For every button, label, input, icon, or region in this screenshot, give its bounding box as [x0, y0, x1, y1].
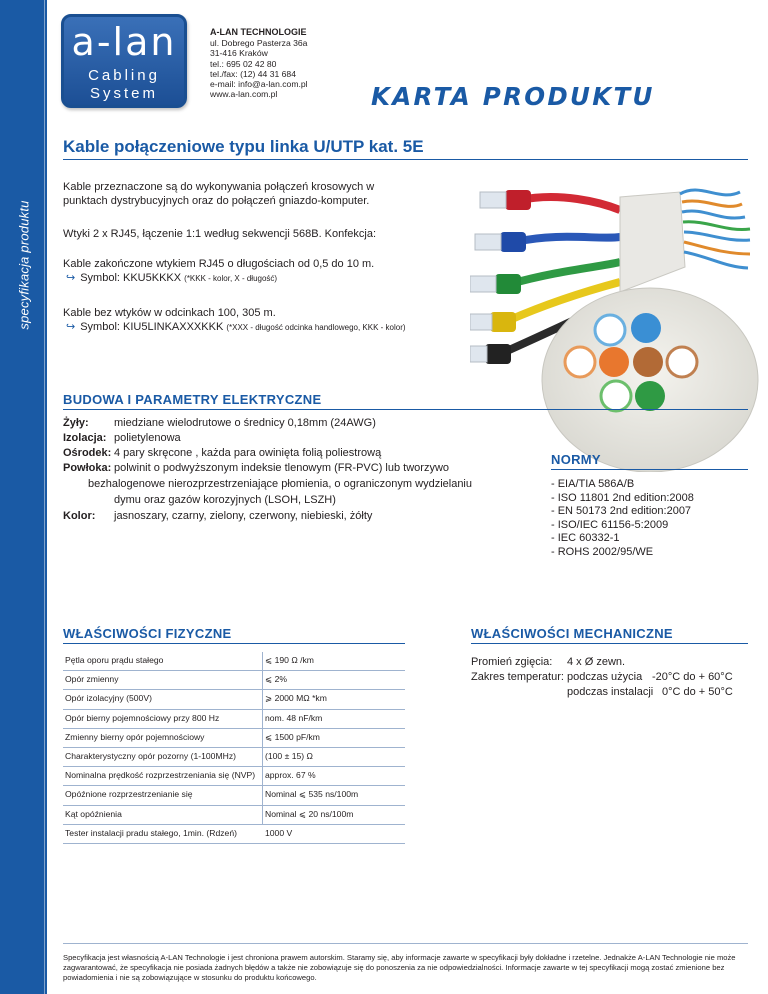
- physical-divider: [63, 643, 405, 644]
- spec-value: bezhalogenowe nierozprzestrzeniające płomienia, o ograniczonym wydzielaniu: [88, 478, 472, 490]
- table-cell-name: Tester instalacji pradu stałego, 1min. (Rdzeń): [65, 827, 237, 838]
- section-title-norms: NORMY: [551, 452, 601, 467]
- temperature-use-label: podczas użycia: [567, 671, 643, 683]
- title-divider: [63, 159, 748, 160]
- spec-value: polwinit o podwyższonym indeksie tlenowym (FR-PVC) lub tworzywo: [114, 462, 450, 474]
- table-row: [63, 690, 405, 709]
- spec-value: miedziane wielodrutowe o średnicy 0,18mm (24AWG): [114, 417, 376, 429]
- company-info: [210, 27, 308, 99]
- table-cell-value: Nominal ⩽ 535 ns/100m: [265, 789, 359, 800]
- norms-list: [551, 478, 694, 560]
- table-cell-name: Opór zmienny: [65, 674, 119, 685]
- table-cell-name: Opór izolacyjny (500V): [65, 693, 152, 704]
- company-fax: tel./fax: (12) 44 31 684: [210, 68, 296, 79]
- company-website: www.a-lan.com.pl: [210, 89, 278, 100]
- arrow-icon: ↪: [66, 321, 76, 333]
- sidebar-divider: [44, 0, 45, 994]
- table-cell-name: Opóźnione rozprzestrzenianie się: [65, 789, 193, 800]
- symbol-terminated-note: (*KKK - kolor, X - długość): [184, 274, 278, 283]
- intro-plugs: Wtyki 2 x RJ45, łączenie 1:1 według sekwencji 568B. Konfekcja:: [63, 228, 377, 240]
- bend-radius-value: 4 x Ø zewn.: [567, 656, 626, 668]
- sidebar-label: specyfikacja produktu: [16, 200, 32, 330]
- table-row: [63, 786, 405, 805]
- logo-line-cabling: Cabling: [88, 67, 160, 84]
- page-header-title: KARTA PRODUKTU: [371, 82, 655, 111]
- table-cell-value: Nominal ⩽ 20 ns/100m: [265, 808, 354, 819]
- table-cell-value: ⩾ 2000 MΩ *km: [265, 693, 327, 704]
- table-row: [63, 806, 405, 825]
- physical-table: [63, 652, 405, 844]
- table-cell-name: Zmienny bierny opór pojemnościowy: [65, 731, 205, 742]
- spec-label: Kolor:: [63, 510, 96, 522]
- intro-bulk-cables: Kable bez wtyków w odcinkach 100, 305 m.: [63, 307, 276, 319]
- norms-divider: [551, 469, 748, 470]
- company-logo: [61, 14, 187, 108]
- norm-item: - IEC 60332-1: [551, 532, 620, 545]
- product-photo: [470, 172, 760, 472]
- table-row: [63, 729, 405, 748]
- sidebar-band: [0, 0, 47, 994]
- table-cell-value: nom. 48 nF/km: [265, 712, 323, 723]
- spec-label: Powłoka:: [63, 462, 112, 474]
- intro-terminated-cables: Kable zakończone wtykiem RJ45 o długościach od 0,5 do 10 m.: [63, 258, 375, 270]
- table-cell-name: Kąt opóźnienia: [65, 808, 122, 819]
- symbol-bulk-note: (*XXX - długość odcinka handlowego, KKK - kolor): [226, 323, 406, 332]
- symbol-terminated: Symbol: KKU5KKKX: [80, 272, 182, 284]
- symbol-bulk: Symbol: KIU5LINKAXXXKKK: [80, 321, 224, 333]
- intro-description: Kable przeznaczone są do wykonywania połączeń krosowych w punktach dystrybucyjnych oraz do połączeń gniazdo-komputer.: [63, 181, 375, 207]
- footer-disclaimer: Specyfikacja jest własnością A-LAN Technologie i jest chroniona prawem autorskim. Staramy się, aby informacje zawarte w specyfikacji były dokładne i rzetelne. Jednakże A-LAN Technologie nie może zagwarantować, że specyfikacja nie posiada żadnych błędów a także nie zobowiązuje się do ponoszenia za nie odpowiedzialności. Informacje zawarte w tej specyfikacji mogą zostać zmienione bez powiadomienia i nie są zobowiązujące w stosunku do produktu końcowego.: [63, 953, 736, 982]
- table-row: [63, 710, 405, 729]
- bend-radius-label: Promień zgięcia:: [471, 656, 553, 668]
- spec-value: dymu oraz gazów korozyjnych (LSOH, LSZH): [114, 494, 336, 506]
- company-phone: tel.: 695 02 42 80: [210, 58, 277, 69]
- spec-label: Ośrodek:: [63, 447, 112, 459]
- company-address-city: 31-416 Kraków: [210, 48, 268, 59]
- company-address-street: ul. Dobrego Pasterza 36a: [210, 38, 308, 49]
- table-row: [63, 671, 405, 690]
- norm-item: - ISO/IEC 61156-5:2009: [551, 518, 669, 531]
- logo-line-system: System: [89, 85, 158, 102]
- spec-value: jasnoszary, czarny, zielony, czerwony, niebieski, żółty: [114, 510, 373, 522]
- symbol-line-bulk: [66, 320, 406, 335]
- table-row: [63, 825, 405, 844]
- table-cell-value: ⩽ 1500 pF/km: [265, 731, 320, 742]
- norm-item: - ROHS 2002/95/WE: [551, 545, 654, 558]
- table-cell-value: (100 ± 15) Ω: [265, 750, 313, 761]
- logo-brand: a-lan: [71, 20, 177, 64]
- arrow-icon: ↪: [66, 272, 76, 284]
- symbol-line-terminated: [66, 271, 277, 286]
- spec-value: 4 pary skręcone , każda para owinięta folią poliestrową: [114, 447, 382, 459]
- table-cell-name: Nominalna prędkość rozprzestrzeniania się (NVP): [65, 770, 256, 781]
- table-cell-name: Pętla oporu prądu stałego: [65, 655, 164, 665]
- temperature-use-value: -20°C do + 60°C: [652, 671, 733, 683]
- table-cell-value: approx. 67 %: [265, 770, 316, 781]
- footer-divider: [63, 943, 748, 944]
- section-title-physical: WŁAŚCIWOŚCI FIZYCZNE: [63, 626, 232, 641]
- norm-item: - ISO 11801 2nd edition:2008: [551, 491, 694, 504]
- table-row: [63, 652, 405, 671]
- spec-label: Izolacja:: [63, 432, 107, 444]
- mechanical-divider: [471, 643, 748, 644]
- product-title: Kable połączeniowe typu linka U/UTP kat. 5E: [63, 137, 424, 156]
- spec-value: polietylenowa: [114, 432, 181, 444]
- norm-item: - EN 50173 2nd edition:2007: [551, 505, 692, 518]
- temperature-install-value: 0°C do + 50°C: [662, 686, 733, 698]
- temperature-install-label: podczas instalacji: [567, 686, 654, 698]
- table-cell-value: ⩽ 2%: [265, 674, 288, 685]
- table-cell-name: Opór bierny pojemnościowy przy 800 Hz: [65, 712, 220, 723]
- table-row: [63, 767, 405, 786]
- company-name: A-LAN TECHNOLOGIE: [210, 27, 307, 37]
- section-title-build: BUDOWA I PARAMETRY ELEKTRYCZNE: [63, 392, 322, 407]
- table-cell-value: 1000 V: [265, 827, 293, 838]
- section-title-mechanical: WŁAŚCIWOŚCI MECHANICZNE: [471, 626, 673, 641]
- build-divider: [63, 409, 748, 410]
- temperature-range-label: Zakres temperatur:: [471, 671, 564, 683]
- table-cell-value: ⩽ 190 Ω /km: [265, 655, 314, 665]
- table-cell-name: Charakterystyczny opór pozorny (1-100MHz): [65, 750, 236, 761]
- table-row: [63, 748, 405, 767]
- company-email: e-mail: info@a-lan.com.pl: [210, 79, 308, 90]
- norm-item: - EIA/TIA 586A/B: [551, 478, 635, 490]
- spec-label: Żyły:: [63, 417, 89, 429]
